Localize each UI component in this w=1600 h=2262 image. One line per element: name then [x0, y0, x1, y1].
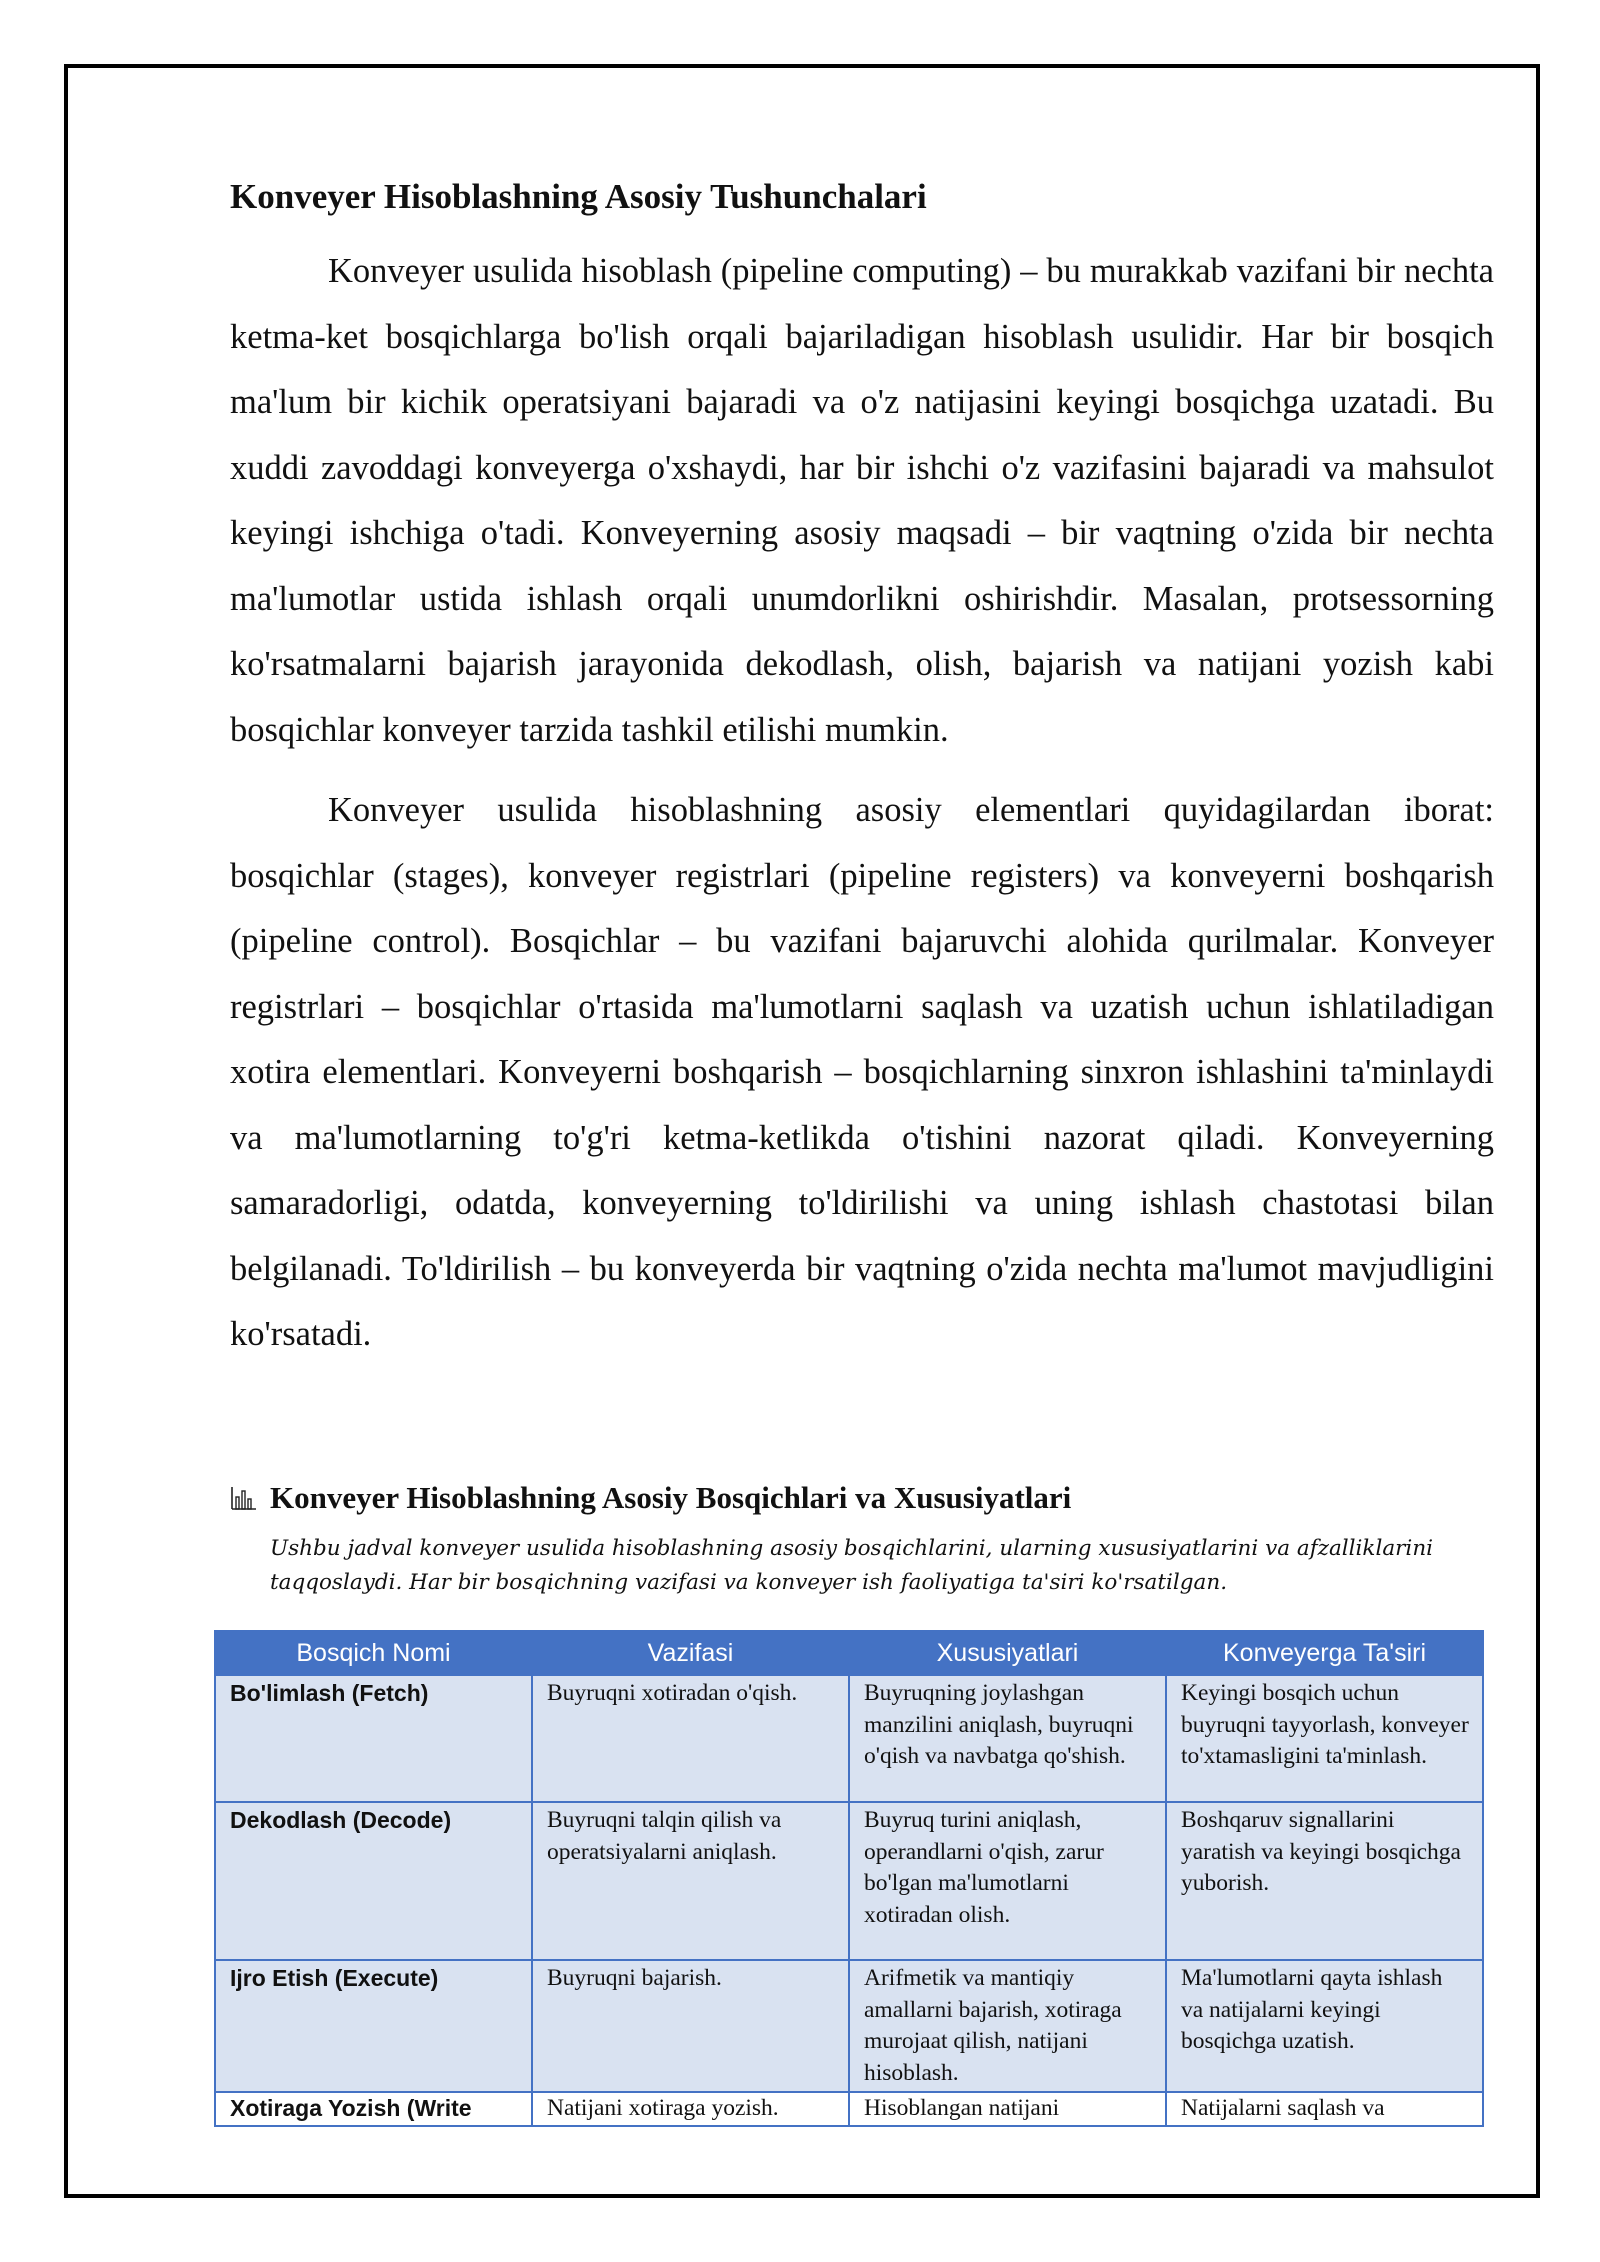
cell-task: Buyruqni xotiradan o'qish.: [532, 1675, 849, 1802]
table-heading-text: Konveyer Hisoblashning Asosiy Bosqichlari va Xususiyatlari: [270, 1480, 1072, 1515]
cell-features: Hisoblangan natijani: [849, 2092, 1166, 2126]
cell-features: Buyruqning joylashgan manzilini aniqlash, buyruqni o'qish va navbatga qo'shish.: [849, 1675, 1166, 1802]
column-header-task: Vazifasi: [532, 1631, 849, 1675]
table-row: [215, 1675, 1483, 1802]
paragraph-intro: Konveyer usulida hisoblash (pipeline computing) – bu murakkab vazifani bir nechta ketma-ket bosqichlarga bo'lish orqali bajariladigan hisoblash usulidir. Har bir bosqich ma'lum bir kichik operatsiyani bajaradi va o'z natijasini keyingi bosqichga uzatadi. Bu xuddi zavoddagi konveyerga o'xshaydi, har bir ishchi o'z vazifasini bajaradi va mahsulot keyingi ishchiga o'tadi. Konveyerning asosiy maqsadi – bir vaqtning o'zida bir nechta ma'lumotlar ustida ishlash orqali unumdorlikni oshirishdir. Masalan, protsessorning ko'rsatmalarni bajarish jarayonida dekodlash, olish, bajarish va natijani yozish kabi bosqichlar konveyer tarzida tashkil etilishi mumkin.: [230, 252, 1494, 749]
cell-stage-name: Bo'limlash (Fetch): [215, 1675, 532, 1802]
table-row: [215, 1960, 1483, 2092]
stages-table: [214, 1630, 1484, 2127]
cell-impact: Natijalarni saqlash va: [1166, 2092, 1483, 2126]
cell-impact: Ma'lumotlarni qayta ishlash va natijalarni keyingi bosqichga uzatish.: [1166, 1960, 1483, 2092]
cell-features: Buyruq turini aniqlash, operandlarni o'qish, zarur bo'lgan ma'lumotlarni xotiradan olish.: [849, 1802, 1166, 1960]
document-title: Konveyer Hisoblashning Asosiy Tushunchalari: [230, 177, 927, 216]
cell-impact: Keyingi bosqich uchun buyruqni tayyorlash, konveyer to'xtamasligini ta'minlash.: [1166, 1675, 1483, 1802]
document-body: [230, 175, 1494, 1383]
cell-stage-name: Xotiraga Yozish (Write: [215, 2092, 532, 2126]
cell-stage-name: Ijro Etish (Execute): [215, 1960, 532, 2092]
column-header-impact: Konveyerga Ta'siri: [1166, 1631, 1483, 1675]
table-row: [215, 1802, 1483, 1960]
cell-stage-name: Dekodlash (Decode): [215, 1802, 532, 1960]
cell-task: Buyruqni bajarish.: [532, 1960, 849, 2092]
cell-task: Natijani xotiraga yozish.: [532, 2092, 849, 2126]
bar-chart-icon: [230, 1485, 258, 1511]
cell-impact: Boshqaruv signallarini yaratish va keyingi bosqichga yuborish.: [1166, 1802, 1483, 1960]
column-header-stage-name: Bosqich Nomi: [215, 1631, 532, 1675]
table-heading: [230, 1478, 1494, 1518]
table-caption: Ushbu jadval konveyer usulida hisoblashning asosiy bosqichlarini, ularning xususiyatlarini va afzalliklarini taqqoslaydi. Har bir bosqichning vazifasi va konveyer ish faoliyatiga ta'siri ko'rsatilgan.: [270, 1536, 1434, 1595]
table-header-row: [215, 1631, 1483, 1675]
table-section: [230, 1478, 1494, 1600]
column-header-features: Xususiyatlari: [849, 1631, 1166, 1675]
table-row: [215, 2092, 1483, 2126]
paragraph-elements: Konveyer usulida hisoblashning asosiy elementlari quyidagilardan iborat: bosqichlar (stages), konveyer registrlari (pipeline registers) va konveyerni boshqarish (pipeline control). Bosqichlar – bu vazifani bajaruvchi alohida qurilmalar. Konveyer registrlari – bosqichlar o'rtasida ma'lumotlarni saqlash va uzatish uchun ishlatiladigan xotira elementlari. Konveyerni boshqarish – bosqichlarning sinxron ishlashini ta'minlaydi va ma'lumotlarning to'g'ri ketma-ketlikda o'tishini nazorat qiladi. Konveyerning samaradorligi, odatda, konveyerning to'ldirilishi va uning ishlash chastotasi bilan belgilanadi. To'ldirilish – bu konveyerda bir vaqtning o'zida nechta ma'lumot mavjudligini ko'rsatadi.: [230, 791, 1494, 1353]
cell-features: Arifmetik va mantiqiy amallarni bajarish, xotiraga murojaat qilish, natijani hisoblash.: [849, 1960, 1166, 2092]
cell-task: Buyruqni talqin qilish va operatsiyalarni aniqlash.: [532, 1802, 849, 1960]
